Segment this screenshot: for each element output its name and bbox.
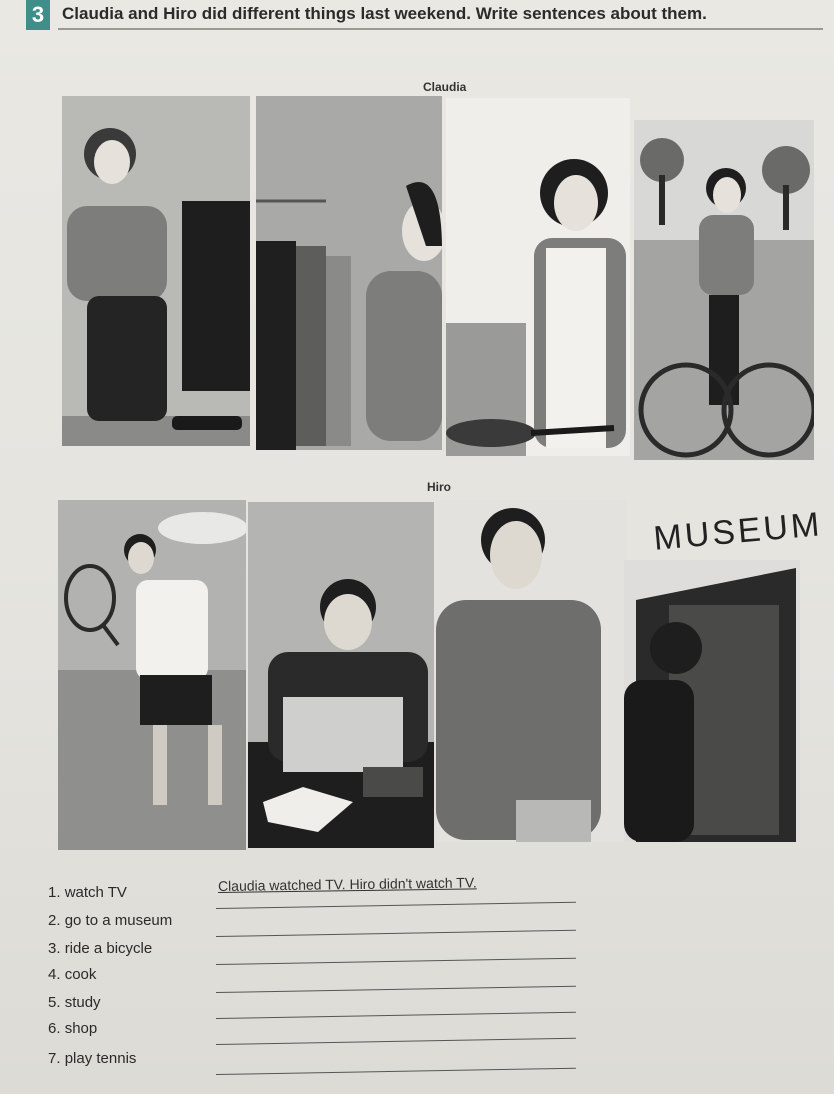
list-item: 6. shop (48, 1020, 98, 1037)
answer-line[interactable] (216, 986, 576, 993)
answer-line[interactable] (216, 902, 576, 909)
answer-line[interactable] (216, 1068, 576, 1075)
claudia-ride-bicycle-image (634, 120, 814, 460)
claudia-label: Claudia (423, 80, 467, 94)
hiro-label: Hiro (427, 480, 451, 494)
list-item: 4. cook (48, 966, 97, 983)
answer-line[interactable] (216, 930, 576, 937)
list-item: 5. study (48, 994, 101, 1011)
list-item: 1. watch TV (48, 884, 127, 901)
claudia-cook-image (446, 98, 630, 456)
answer-line[interactable] (216, 1012, 576, 1019)
answer-line[interactable] (216, 958, 576, 965)
list-item: 3. ride a bicycle (48, 940, 153, 957)
example-answer: Claudia watched TV. Hiro didn't watch TV. (217, 874, 477, 894)
hiro-cook-image (436, 500, 626, 842)
exercise-number: 3 (26, 0, 50, 30)
hiro-go-to-museum-image (624, 560, 800, 842)
list-item: 2. go to a museum (48, 912, 173, 929)
claudia-shop-image (256, 96, 442, 450)
hiro-study-image (248, 502, 434, 848)
claudia-watch-tv-image (62, 96, 250, 446)
answer-line[interactable] (216, 1038, 576, 1045)
list-item: 7. play tennis (48, 1050, 137, 1067)
header-divider (58, 28, 823, 30)
instruction-text: Claudia and Hiro did different things last weekend. Write sentences about them. (62, 4, 707, 23)
hiro-play-tennis-image (58, 500, 246, 850)
museum-sign: MUSEUM (652, 505, 824, 558)
